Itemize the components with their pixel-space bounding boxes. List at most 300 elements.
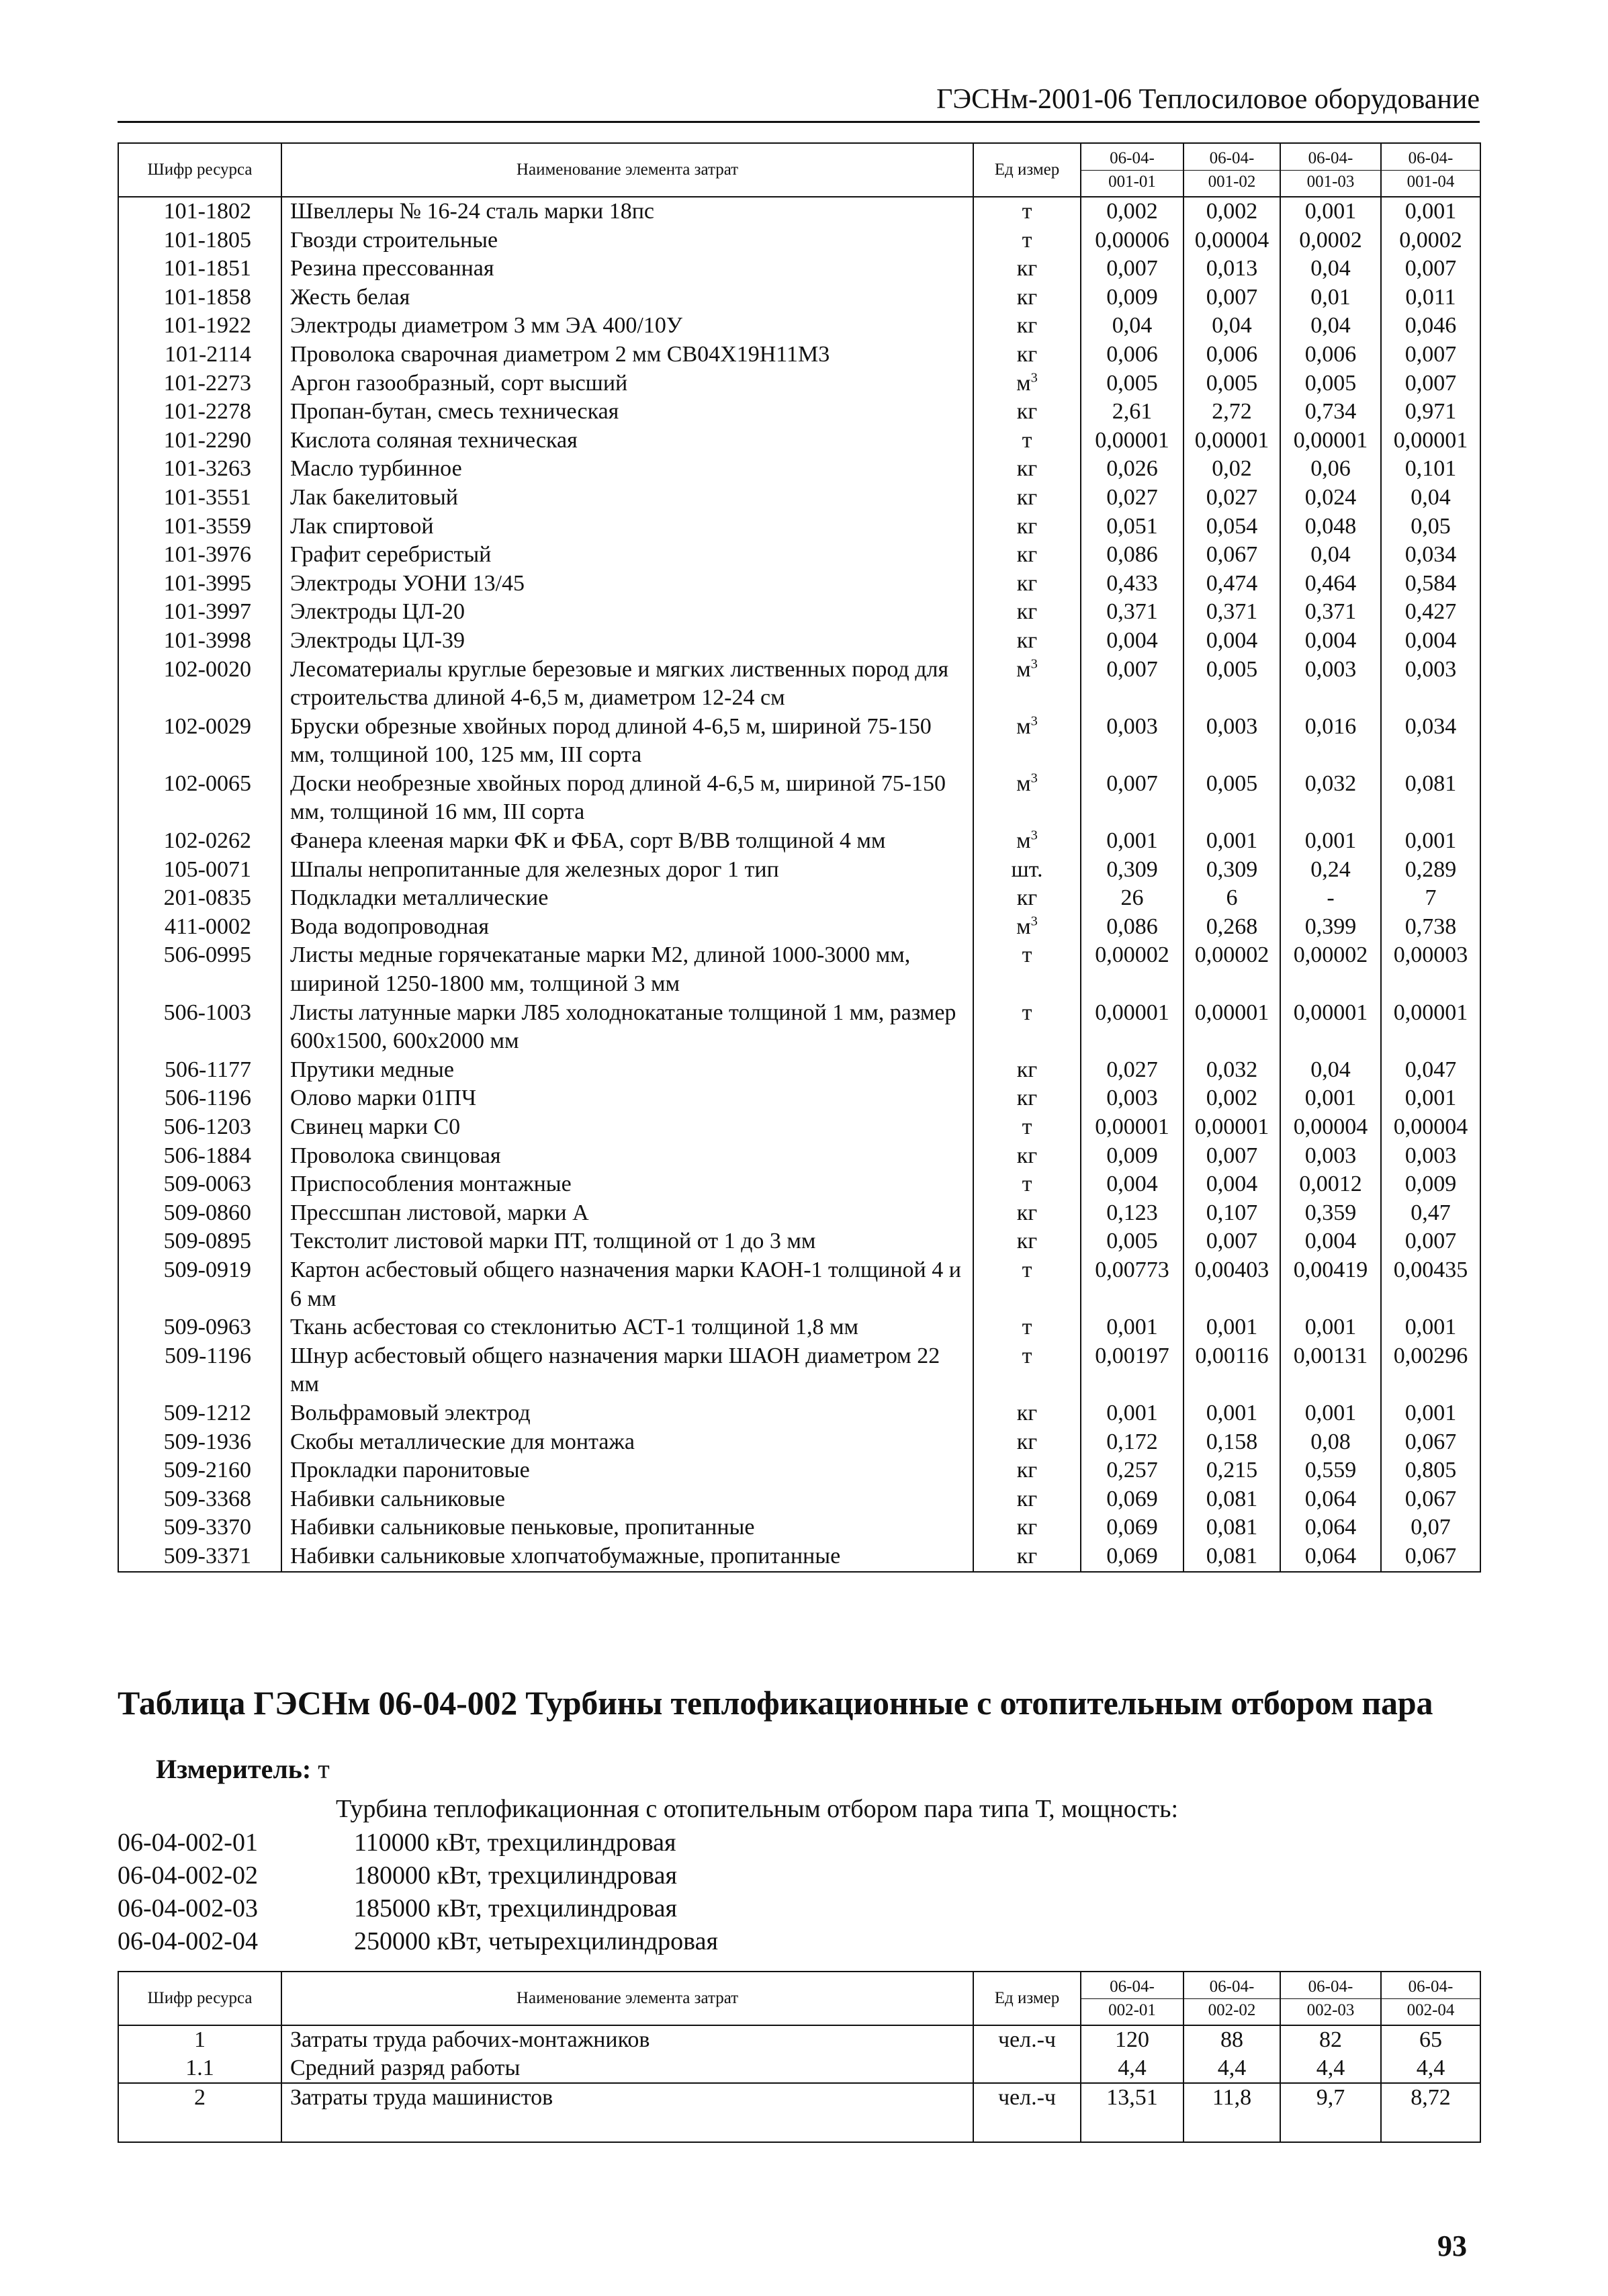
resource-name: Проволока сварочная диаметром 2 мм СВ04Х19Н11М3 xyxy=(281,341,973,369)
table-row xyxy=(118,570,1480,599)
value-col-3: 0,0012 xyxy=(1280,1170,1381,1199)
table-row xyxy=(118,2083,1480,2142)
resource-name: Набивки сальниковые xyxy=(281,1485,973,1514)
resource-code: 506-1177 xyxy=(118,1056,281,1085)
resource-code: 509-0895 xyxy=(118,1227,281,1256)
value-col-4: 0,067 xyxy=(1381,1542,1480,1572)
value-col-4: 0,04 xyxy=(1381,484,1480,513)
unit-text: м xyxy=(1016,656,1031,682)
unit-superscript: 3 xyxy=(1030,713,1038,729)
resource-unit xyxy=(973,713,1081,770)
value-col-1: 0,001 xyxy=(1081,827,1183,856)
resource-unit xyxy=(973,1199,1081,1228)
value-col-4: 0,034 xyxy=(1381,541,1480,570)
resource-code: 101-2290 xyxy=(118,427,281,455)
value-col-2: 0,067 xyxy=(1183,541,1280,570)
value-col-1: 0,027 xyxy=(1081,1056,1183,1085)
value-col-3: 0,048 xyxy=(1280,513,1381,541)
value-col-3: 0,559 xyxy=(1280,1456,1381,1485)
unit-text: кг xyxy=(1016,1429,1038,1454)
value-col-2: 0,054 xyxy=(1183,513,1280,541)
unit-text: кг xyxy=(1016,1400,1038,1425)
value-col-2: 0,081 xyxy=(1183,1513,1280,1542)
value-col-2: 0,007 xyxy=(1183,1227,1280,1256)
unit-superscript: 3 xyxy=(1030,914,1038,929)
value-col-1: 120 xyxy=(1081,2025,1183,2054)
value-col-4: 0,003 xyxy=(1381,1142,1480,1171)
unit-text: т xyxy=(1022,427,1032,453)
value-col-3: 0,371 xyxy=(1280,598,1381,627)
value-col-2: 2,72 xyxy=(1183,398,1280,427)
variant-code: 06-04-002-02 xyxy=(118,1861,258,1890)
resource-unit xyxy=(973,455,1081,484)
table-body xyxy=(118,2025,1480,2142)
value-col-4: 0,034 xyxy=(1381,713,1480,770)
value-col-2: 0,158 xyxy=(1183,1428,1280,1457)
value-col-4: 0,001 xyxy=(1381,1399,1480,1428)
resource-code: 2 xyxy=(118,2083,281,2142)
value-col-4: 0,007 xyxy=(1381,1227,1480,1256)
variant-code: 06-04-002-03 xyxy=(118,1894,258,1923)
unit-text: кг xyxy=(1016,1515,1038,1540)
value-col-4: 0,00435 xyxy=(1381,1256,1480,1313)
resource-code: 509-1212 xyxy=(118,1399,281,1428)
unit-text: т xyxy=(1022,199,1032,224)
value-col-2: 0,001 xyxy=(1183,1313,1280,1342)
resource-unit xyxy=(973,1513,1081,1542)
table-row xyxy=(118,513,1480,541)
value-col-2: 0,474 xyxy=(1183,570,1280,599)
resource-unit xyxy=(973,999,1081,1056)
resource-unit xyxy=(973,1113,1081,1142)
value-col-4: 0,101 xyxy=(1381,455,1480,484)
resource-code: 506-1884 xyxy=(118,1142,281,1171)
value-col-4: 0,007 xyxy=(1381,369,1480,398)
page-number: 93 xyxy=(1437,2229,1467,2262)
table-row xyxy=(118,656,1480,713)
value-col-1: 0,009 xyxy=(1081,1142,1183,1171)
value-col-2: 0,027 xyxy=(1183,484,1280,513)
unit-superscript: 3 xyxy=(1030,370,1038,386)
resource-unit xyxy=(973,913,1081,942)
resource-unit xyxy=(973,1256,1081,1313)
variant-row xyxy=(118,1861,677,1890)
value-col-3: 0,06 xyxy=(1280,455,1381,484)
unit-text: м xyxy=(1016,713,1031,739)
unit-text: кг xyxy=(1016,1458,1038,1483)
resource-name: Электроды УОНИ 13/45 xyxy=(281,570,973,599)
resource-name: Графит серебристый xyxy=(281,541,973,570)
header-col-3-top: 06-04- xyxy=(1281,147,1380,171)
header-unit: Ед измер xyxy=(973,1972,1081,2025)
value-col-4: 0,584 xyxy=(1381,570,1480,599)
value-col-4: 0,001 xyxy=(1381,197,1480,226)
value-col-3: 0,001 xyxy=(1280,1313,1381,1342)
intro-text: Турбина теплофикационная с отопительным отбором пара типа Т, мощность: xyxy=(336,1795,1179,1823)
table-row xyxy=(118,255,1480,283)
resource-code: 102-0020 xyxy=(118,656,281,713)
resource-name: Масло турбинное xyxy=(281,455,973,484)
table-row xyxy=(118,913,1480,942)
table-row xyxy=(118,713,1480,770)
resource-unit xyxy=(973,312,1081,341)
resource-unit xyxy=(973,770,1081,827)
value-col-2: 0,00001 xyxy=(1183,427,1280,455)
resource-name: Прокладки паронитовые xyxy=(281,1456,973,1485)
value-col-2: 0,107 xyxy=(1183,1199,1280,1228)
variant-row xyxy=(118,1927,718,1956)
resources-table-001 xyxy=(118,142,1481,1573)
value-col-3: 0,04 xyxy=(1280,1056,1381,1085)
value-col-2: 0,081 xyxy=(1183,1485,1280,1514)
resource-name: Лесоматериалы круглые березовые и мягких лиственных пород для строительства длиной 4-6,5 м, диаметром 12-24 см xyxy=(281,656,973,713)
value-col-3: 0,032 xyxy=(1280,770,1381,827)
value-col-1: 0,371 xyxy=(1081,598,1183,627)
header-name: Наименование элемента затрат xyxy=(281,143,973,197)
resource-unit xyxy=(973,2054,1081,2083)
resource-code: 509-1196 xyxy=(118,1342,281,1399)
value-col-3: 0,464 xyxy=(1280,570,1381,599)
table-row xyxy=(118,1142,1480,1171)
variant-code: 06-04-002-01 xyxy=(118,1828,258,1857)
resource-code: 101-1805 xyxy=(118,226,281,255)
value-col-1: 0,001 xyxy=(1081,1313,1183,1342)
resource-name: Олово марки 01ПЧ xyxy=(281,1084,973,1113)
value-col-2: 0,215 xyxy=(1183,1456,1280,1485)
resource-unit xyxy=(973,1456,1081,1485)
resource-unit xyxy=(973,656,1081,713)
value-col-2: 88 xyxy=(1183,2025,1280,2054)
value-col-3: 0,001 xyxy=(1280,1399,1381,1428)
value-col-1: 0,005 xyxy=(1081,1227,1183,1256)
resource-name: Аргон газообразный, сорт высший xyxy=(281,369,973,398)
value-col-1: 0,433 xyxy=(1081,570,1183,599)
unit-text: кг xyxy=(1016,1229,1038,1254)
value-col-4: 0,067 xyxy=(1381,1428,1480,1457)
value-col-2: 0,005 xyxy=(1183,656,1280,713)
table-row xyxy=(118,1342,1480,1399)
value-col-2: 0,002 xyxy=(1183,197,1280,226)
resource-name: Приспособления монтажные xyxy=(281,1170,973,1199)
unit-text: кг xyxy=(1016,456,1038,482)
header-col-2 xyxy=(1183,143,1280,197)
value-col-4: 8,72 xyxy=(1381,2083,1480,2142)
table-row xyxy=(118,2054,1480,2083)
unit-text: т xyxy=(1022,1000,1032,1025)
value-col-4: 0,427 xyxy=(1381,598,1480,627)
unit-text: кг xyxy=(1016,341,1038,367)
meter-line xyxy=(156,1753,330,1785)
resource-unit xyxy=(973,598,1081,627)
value-col-3: 0,00002 xyxy=(1280,941,1381,998)
resource-name: Вольфрамовый электрод xyxy=(281,1399,973,1428)
value-col-3: 0,003 xyxy=(1280,1142,1381,1171)
resource-code: 101-3997 xyxy=(118,598,281,627)
resource-code: 509-1936 xyxy=(118,1428,281,1457)
value-col-3: 0,004 xyxy=(1280,627,1381,656)
resource-code: 101-1922 xyxy=(118,312,281,341)
resource-code: 102-0262 xyxy=(118,827,281,856)
header-col-4-top: 06-04- xyxy=(1382,147,1480,171)
resource-unit xyxy=(973,1227,1081,1256)
unit-text: т xyxy=(1022,227,1032,253)
unit-text: кг xyxy=(1016,885,1038,911)
value-col-1: 0,006 xyxy=(1081,341,1183,369)
table-row xyxy=(118,827,1480,856)
resource-unit xyxy=(973,1399,1081,1428)
resource-unit xyxy=(973,541,1081,570)
value-col-4: 0,046 xyxy=(1381,312,1480,341)
resource-code: 509-0963 xyxy=(118,1313,281,1342)
value-col-2: 0,004 xyxy=(1183,1170,1280,1199)
unit-text: кг xyxy=(1016,513,1038,539)
unit-text: кг xyxy=(1016,570,1038,596)
value-col-4: 0,081 xyxy=(1381,770,1480,827)
value-col-2: 0,032 xyxy=(1183,1056,1280,1085)
resource-code: 509-3368 xyxy=(118,1485,281,1514)
table-header-row xyxy=(118,143,1480,197)
value-col-3: 9,7 xyxy=(1280,2083,1381,2142)
table-row xyxy=(118,1256,1480,1313)
resource-unit xyxy=(973,1084,1081,1113)
value-col-3: 0,01 xyxy=(1280,283,1381,312)
header-col-1-bottom: 001-01 xyxy=(1108,172,1156,191)
resource-unit xyxy=(973,369,1081,398)
value-col-4: 0,00001 xyxy=(1381,999,1480,1056)
value-col-4: 0,011 xyxy=(1381,283,1480,312)
value-col-3: 0,08 xyxy=(1280,1428,1381,1457)
value-col-1: 0,005 xyxy=(1081,369,1183,398)
unit-superscript: 3 xyxy=(1030,656,1038,672)
value-col-3: 0,016 xyxy=(1280,713,1381,770)
resource-unit xyxy=(973,884,1081,913)
value-col-4: 0,009 xyxy=(1381,1170,1480,1199)
value-col-1: 0,00006 xyxy=(1081,226,1183,255)
table-row xyxy=(118,770,1480,827)
resource-name: Лак спиртовой xyxy=(281,513,973,541)
value-col-2: 0,309 xyxy=(1183,856,1280,885)
resource-name: Шнур асбестовый общего назначения марки ШАОН диаметром 22 мм xyxy=(281,1342,973,1399)
resource-code: 201-0835 xyxy=(118,884,281,913)
resource-unit xyxy=(973,1142,1081,1171)
resource-unit xyxy=(973,856,1081,885)
value-col-3: 0,064 xyxy=(1280,1542,1381,1572)
resource-name: Электроды ЦЛ-20 xyxy=(281,598,973,627)
value-col-1: 0,003 xyxy=(1081,1084,1183,1113)
value-col-4: 0,007 xyxy=(1381,341,1480,369)
resource-code: 506-1196 xyxy=(118,1084,281,1113)
resource-code: 509-0919 xyxy=(118,1256,281,1313)
unit-text: кг xyxy=(1016,1143,1038,1168)
value-col-1: 0,069 xyxy=(1081,1513,1183,1542)
unit-text: м xyxy=(1016,770,1031,796)
header-col-1 xyxy=(1081,143,1183,197)
value-col-1: 0,004 xyxy=(1081,1170,1183,1199)
resource-name: Фанера клееная марки ФК и ФБА, сорт В/ВВ толщиной 4 мм xyxy=(281,827,973,856)
resource-code: 506-1203 xyxy=(118,1113,281,1142)
header-col-4 xyxy=(1381,143,1480,197)
resource-name: Набивки сальниковые хлопчатобумажные, пропитанные xyxy=(281,1542,973,1572)
resource-name: Гвозди строительные xyxy=(281,226,973,255)
value-col-4: 0,004 xyxy=(1381,627,1480,656)
header-col-2-bottom: 001-02 xyxy=(1208,172,1256,191)
resource-unit xyxy=(973,1170,1081,1199)
table-row xyxy=(118,283,1480,312)
resource-unit xyxy=(973,827,1081,856)
value-col-4: 0,738 xyxy=(1381,913,1480,942)
resource-name: Резина прессованная xyxy=(281,255,973,283)
resource-name: Прессшпан листовой, марки А xyxy=(281,1199,973,1228)
resource-unit xyxy=(973,283,1081,312)
value-col-3: 82 xyxy=(1280,2025,1381,2054)
section-title: Таблица ГЭСНм 06-04-002 Турбины теплофикационные с отопительным отбором пара xyxy=(118,1684,1433,1722)
value-col-2: 0,00002 xyxy=(1183,941,1280,998)
value-col-1: 0,007 xyxy=(1081,656,1183,713)
value-col-4: 0,00296 xyxy=(1381,1342,1480,1399)
resource-name: Проволока свинцовая xyxy=(281,1142,973,1171)
resource-name: Затраты труда машинистов xyxy=(281,2083,973,2142)
value-col-1: 0,007 xyxy=(1081,255,1183,283)
header-col-2-bottom: 002-02 xyxy=(1208,2000,1256,2019)
resource-code: 101-3995 xyxy=(118,570,281,599)
resource-unit xyxy=(973,1485,1081,1514)
value-col-1: 0,00002 xyxy=(1081,941,1183,998)
running-header xyxy=(118,79,1480,123)
value-col-1: 26 xyxy=(1081,884,1183,913)
value-col-1: 0,04 xyxy=(1081,312,1183,341)
resource-name: Электроды ЦЛ-39 xyxy=(281,627,973,656)
table-row xyxy=(118,627,1480,656)
unit-text: кг xyxy=(1016,599,1038,625)
resource-code: 509-3370 xyxy=(118,1513,281,1542)
value-col-1: 0,123 xyxy=(1081,1199,1183,1228)
resource-unit xyxy=(973,570,1081,599)
resource-name: Листы медные горячекатаные марки М2, длиной 1000-3000 мм, шириной 1250-1800 мм, толщиной 3 мм xyxy=(281,941,973,998)
value-col-2: 0,005 xyxy=(1183,770,1280,827)
value-col-2: 0,007 xyxy=(1183,283,1280,312)
unit-text: м xyxy=(1016,370,1031,396)
resource-unit xyxy=(973,398,1081,427)
value-col-3: 0,024 xyxy=(1280,484,1381,513)
value-col-1: 0,00773 xyxy=(1081,1256,1183,1313)
value-col-3: 0,734 xyxy=(1280,398,1381,427)
value-col-4: 0,00003 xyxy=(1381,941,1480,998)
value-col-3: 0,004 xyxy=(1280,1227,1381,1256)
unit-superscript: 3 xyxy=(1030,828,1038,843)
resource-code: 101-1851 xyxy=(118,255,281,283)
value-col-3: 0,00004 xyxy=(1280,1113,1381,1142)
resource-name: Прутики медные xyxy=(281,1056,973,1085)
value-col-2: 0,00001 xyxy=(1183,999,1280,1056)
table-row xyxy=(118,541,1480,570)
table-row xyxy=(118,398,1480,427)
resource-code: 101-1802 xyxy=(118,197,281,226)
value-col-4: 0,07 xyxy=(1381,1513,1480,1542)
table-body xyxy=(118,197,1480,1572)
resource-code: 506-0995 xyxy=(118,941,281,998)
table-row xyxy=(118,941,1480,998)
header-col-4-bottom: 002-04 xyxy=(1406,2000,1455,2019)
resource-name: Подкладки металлические xyxy=(281,884,973,913)
resource-unit xyxy=(973,1428,1081,1457)
value-col-2: 0,00004 xyxy=(1183,226,1280,255)
resource-unit xyxy=(973,484,1081,513)
unit-text: шт. xyxy=(1011,856,1043,882)
value-col-2: 0,268 xyxy=(1183,913,1280,942)
header-col-4-top: 06-04- xyxy=(1382,1976,1480,1999)
table-row xyxy=(118,427,1480,455)
resource-name: Текстолит листовой марки ПТ, толщиной от 1 до 3 мм xyxy=(281,1227,973,1256)
table-row xyxy=(118,1313,1480,1342)
table-row xyxy=(118,1227,1480,1256)
resource-name: Картон асбестовый общего назначения марки КАОН-1 толщиной 4 и 6 мм xyxy=(281,1256,973,1313)
unit-superscript: 3 xyxy=(1030,770,1038,786)
value-col-2: 0,04 xyxy=(1183,312,1280,341)
value-col-1: 0,086 xyxy=(1081,913,1183,942)
value-col-3: 0,359 xyxy=(1280,1199,1381,1228)
resource-name: Шпалы непропитанные для железных дорог 1 тип xyxy=(281,856,973,885)
running-header-text: ГЭСНм-2001-06 Теплосиловое оборудование xyxy=(936,84,1480,115)
value-col-1: 0,002 xyxy=(1081,197,1183,226)
variant-code: 06-04-002-04 xyxy=(118,1927,258,1955)
table-row xyxy=(118,1399,1480,1428)
value-col-3: 0,0002 xyxy=(1280,226,1381,255)
resource-unit xyxy=(973,513,1081,541)
header-unit: Ед измер xyxy=(973,143,1081,197)
header-code: Шифр ресурса xyxy=(118,143,281,197)
resource-unit: чел.-ч xyxy=(973,2083,1081,2142)
resource-unit xyxy=(973,255,1081,283)
resource-name: Доски необрезные хвойных пород длиной 4-6,5 м, шириной 75-150 мм, толщиной 16 мм, III сорта xyxy=(281,770,973,827)
meter-value: т xyxy=(318,1754,330,1784)
table-row xyxy=(118,312,1480,341)
value-col-1: 0,001 xyxy=(1081,1399,1183,1428)
resource-name: Затраты труда рабочих-монтажников xyxy=(281,2025,973,2054)
value-col-2: 0,001 xyxy=(1183,827,1280,856)
variant-text: 185000 кВт, трехцилиндровая xyxy=(354,1894,677,1923)
resource-code: 101-3263 xyxy=(118,455,281,484)
value-col-4: 0,067 xyxy=(1381,1485,1480,1514)
resource-code: 101-3559 xyxy=(118,513,281,541)
variant-row xyxy=(118,1828,676,1857)
resource-unit xyxy=(973,197,1081,226)
header-col-3-top: 06-04- xyxy=(1281,1976,1380,1999)
value-col-2: 0,081 xyxy=(1183,1542,1280,1572)
value-col-4: 0,805 xyxy=(1381,1456,1480,1485)
resource-code: 102-0065 xyxy=(118,770,281,827)
resource-code: 1.1 xyxy=(118,2054,281,2083)
value-col-4: 0,047 xyxy=(1381,1056,1480,1085)
table-row xyxy=(118,2025,1480,2054)
value-col-2: 0,00001 xyxy=(1183,1113,1280,1142)
value-col-1: 0,069 xyxy=(1081,1542,1183,1572)
table-row xyxy=(118,1113,1480,1142)
value-col-2: 6 xyxy=(1183,884,1280,913)
resource-code: 509-3371 xyxy=(118,1542,281,1572)
variant-text: 110000 кВт, трехцилиндровая xyxy=(354,1828,676,1857)
resource-name: Лак бакелитовый xyxy=(281,484,973,513)
value-col-1: 0,027 xyxy=(1081,484,1183,513)
header-col-1-top: 06-04- xyxy=(1081,147,1183,171)
variant-text: 250000 кВт, четырехцилиндровая xyxy=(354,1927,718,1955)
value-col-1: 0,00001 xyxy=(1081,999,1183,1056)
value-col-2: 0,006 xyxy=(1183,341,1280,369)
value-col-1: 4,4 xyxy=(1081,2054,1183,2083)
value-col-2: 0,013 xyxy=(1183,255,1280,283)
value-col-3: 0,003 xyxy=(1280,656,1381,713)
resource-code: 101-3976 xyxy=(118,541,281,570)
resources-table-002 xyxy=(118,1971,1481,2143)
